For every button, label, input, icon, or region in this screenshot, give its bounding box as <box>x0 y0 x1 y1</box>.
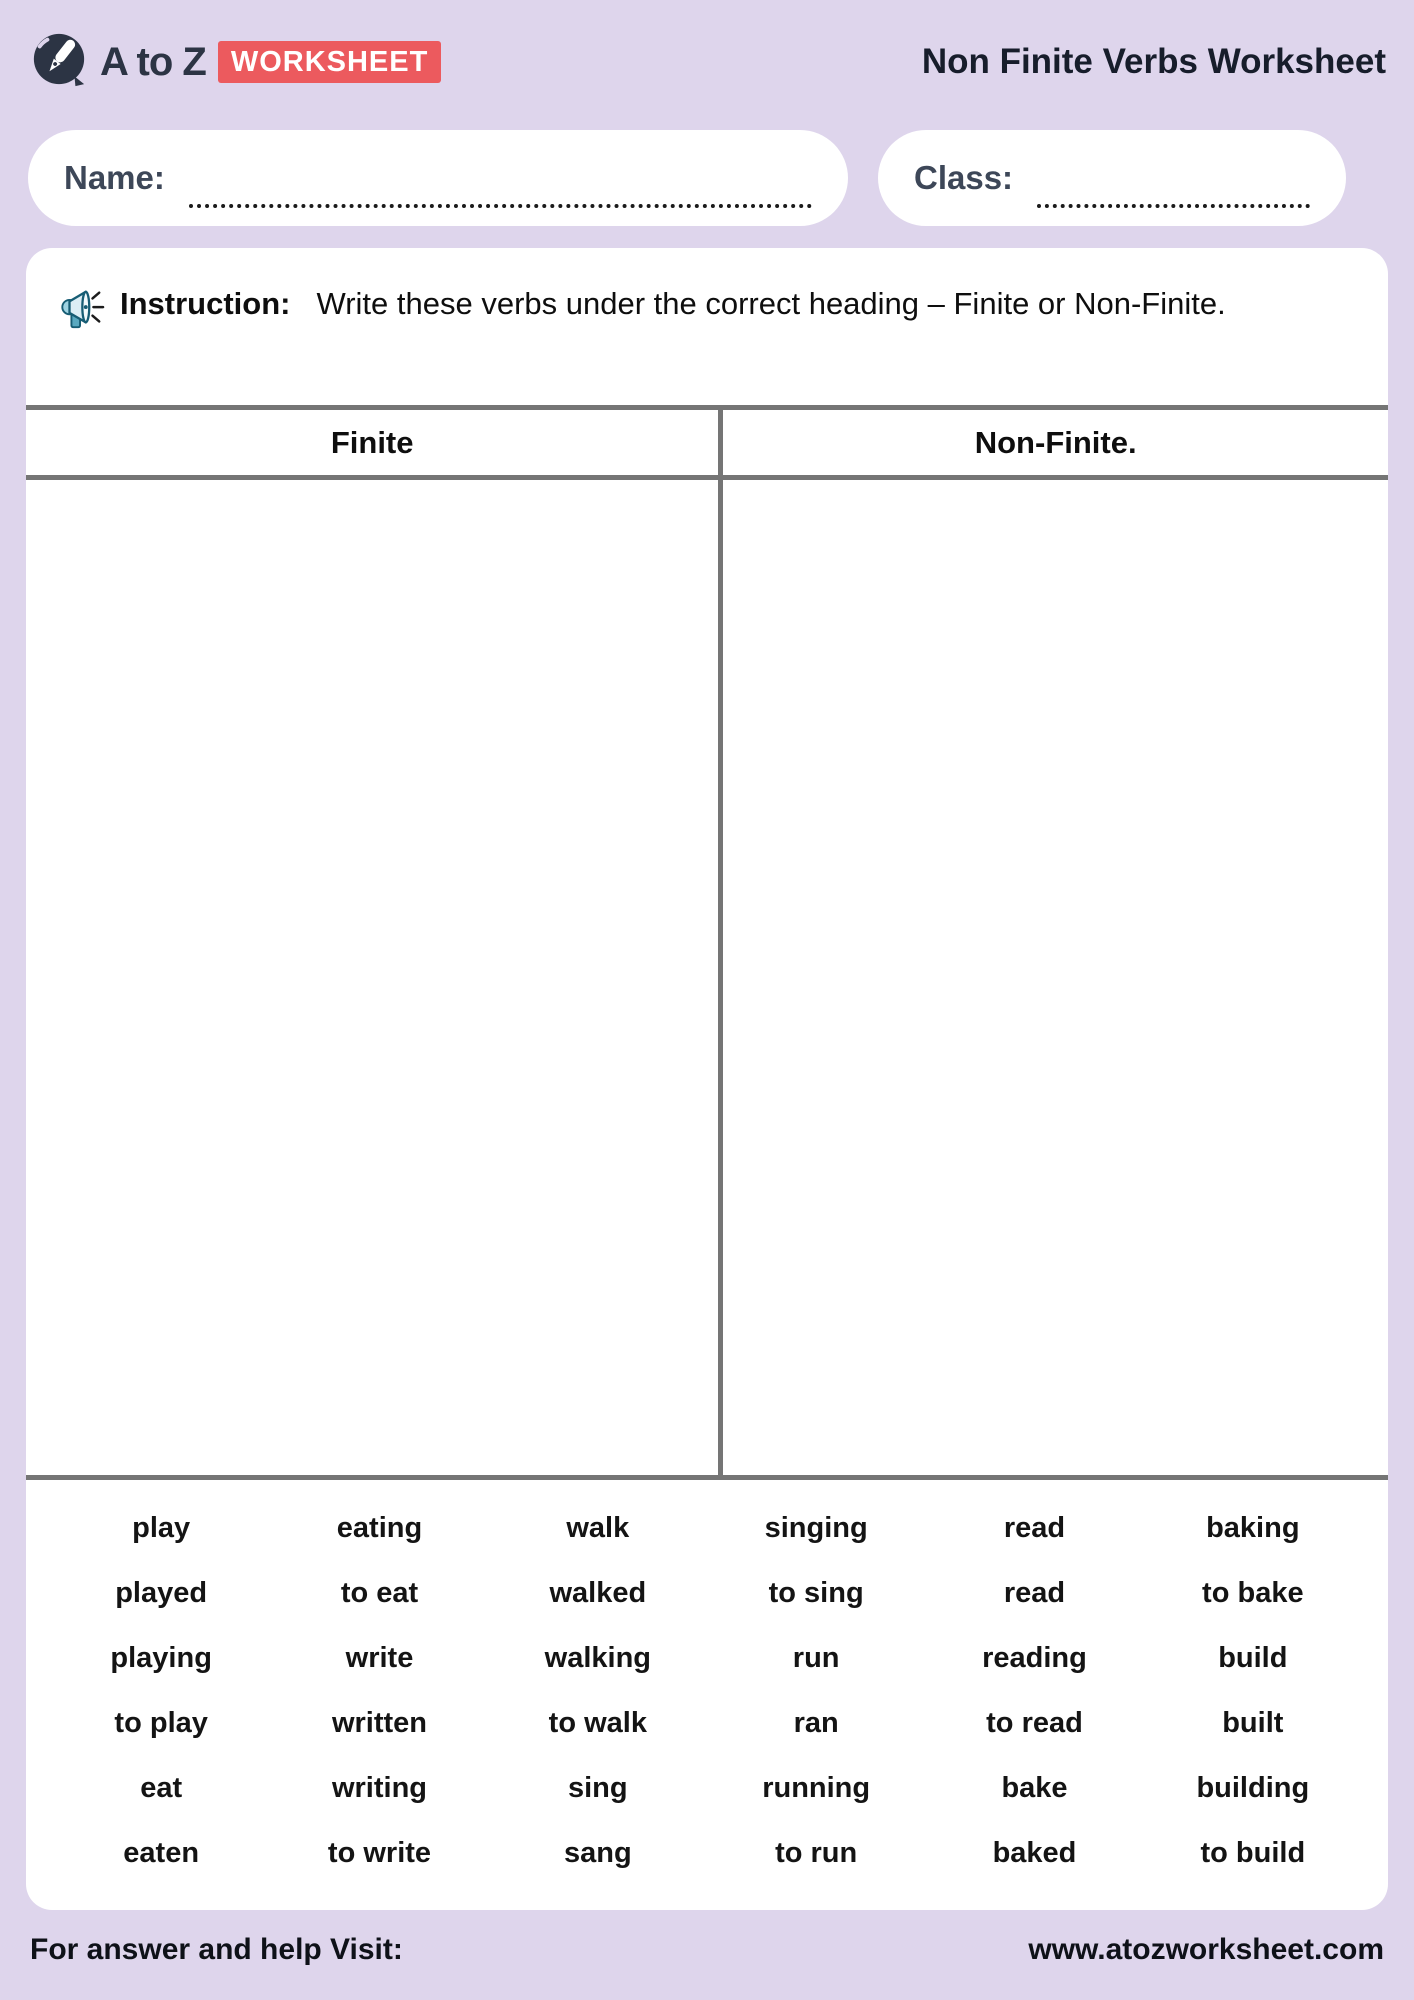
brand-badge: WORKSHEET <box>218 41 442 83</box>
word: to sing <box>768 1577 864 1609</box>
word: to write <box>327 1837 432 1869</box>
word: playing <box>110 1642 212 1674</box>
site-url[interactable]: www.atozworksheet.com <box>1028 1933 1384 1966</box>
instruction-label: Instruction: <box>120 286 291 321</box>
name-blank-line[interactable] <box>189 148 812 208</box>
instruction-block <box>26 248 1388 405</box>
footer <box>30 1926 1384 1974</box>
page-title: Non Finite Verbs Worksheet <box>921 42 1386 81</box>
word: reading <box>982 1642 1087 1674</box>
word: writing <box>331 1772 428 1804</box>
word: walked <box>549 1577 647 1609</box>
word: to eat <box>340 1577 419 1609</box>
word: to read <box>986 1707 1083 1739</box>
finite-answer-cell[interactable] <box>26 480 723 1475</box>
word: walking <box>544 1642 651 1674</box>
word: building <box>1196 1772 1310 1804</box>
sorting-table <box>26 405 1388 1480</box>
name-field <box>28 130 848 226</box>
word: walk <box>566 1512 630 1544</box>
header <box>30 26 1386 98</box>
word: build <box>1218 1642 1288 1674</box>
word: eat <box>140 1772 183 1804</box>
word: to walk <box>548 1707 647 1739</box>
word: to run <box>775 1837 858 1869</box>
footer-note: For answer and help Visit: <box>30 1933 403 1966</box>
pen-circle-logo-icon <box>30 31 88 94</box>
instruction-text: Write these verbs under the correct heading – Finite or Non-Finite. <box>316 286 1226 321</box>
megaphone-icon <box>56 286 106 337</box>
word-bank <box>26 1480 1388 1910</box>
class-blank-line[interactable] <box>1037 148 1310 208</box>
table-header-row <box>26 410 1388 480</box>
non-finite-column-header: Non-Finite. <box>974 424 1137 460</box>
non-finite-answer-cell[interactable] <box>723 480 1388 1475</box>
word: to bake <box>1202 1577 1304 1609</box>
word: to build <box>1200 1837 1306 1869</box>
word: built <box>1222 1707 1284 1739</box>
word: eating <box>336 1512 423 1544</box>
word: play <box>132 1512 191 1544</box>
word: to play <box>114 1707 208 1739</box>
name-label: Name: <box>64 159 165 196</box>
word: running <box>762 1772 871 1804</box>
table-body-row <box>26 480 1388 1475</box>
word: sing <box>568 1772 628 1804</box>
finite-column-header: Finite <box>26 410 723 475</box>
fields-row <box>28 130 1346 226</box>
brand-name: A to Z <box>100 39 206 84</box>
word: baking <box>1206 1512 1300 1544</box>
brand-logo <box>30 31 441 94</box>
word: baked <box>992 1837 1077 1869</box>
word: read <box>1003 1577 1066 1609</box>
word: singing <box>764 1512 868 1544</box>
worksheet-card <box>26 248 1388 1910</box>
word: write <box>345 1642 414 1674</box>
word: ran <box>793 1707 839 1739</box>
word: sang <box>563 1837 632 1869</box>
word: bake <box>1001 1772 1068 1804</box>
word: eaten <box>123 1837 200 1869</box>
word: played <box>115 1577 208 1609</box>
word: written <box>331 1707 428 1739</box>
class-field <box>878 130 1346 226</box>
word: run <box>792 1642 840 1674</box>
word: read <box>1003 1512 1066 1544</box>
class-label: Class: <box>914 159 1014 196</box>
